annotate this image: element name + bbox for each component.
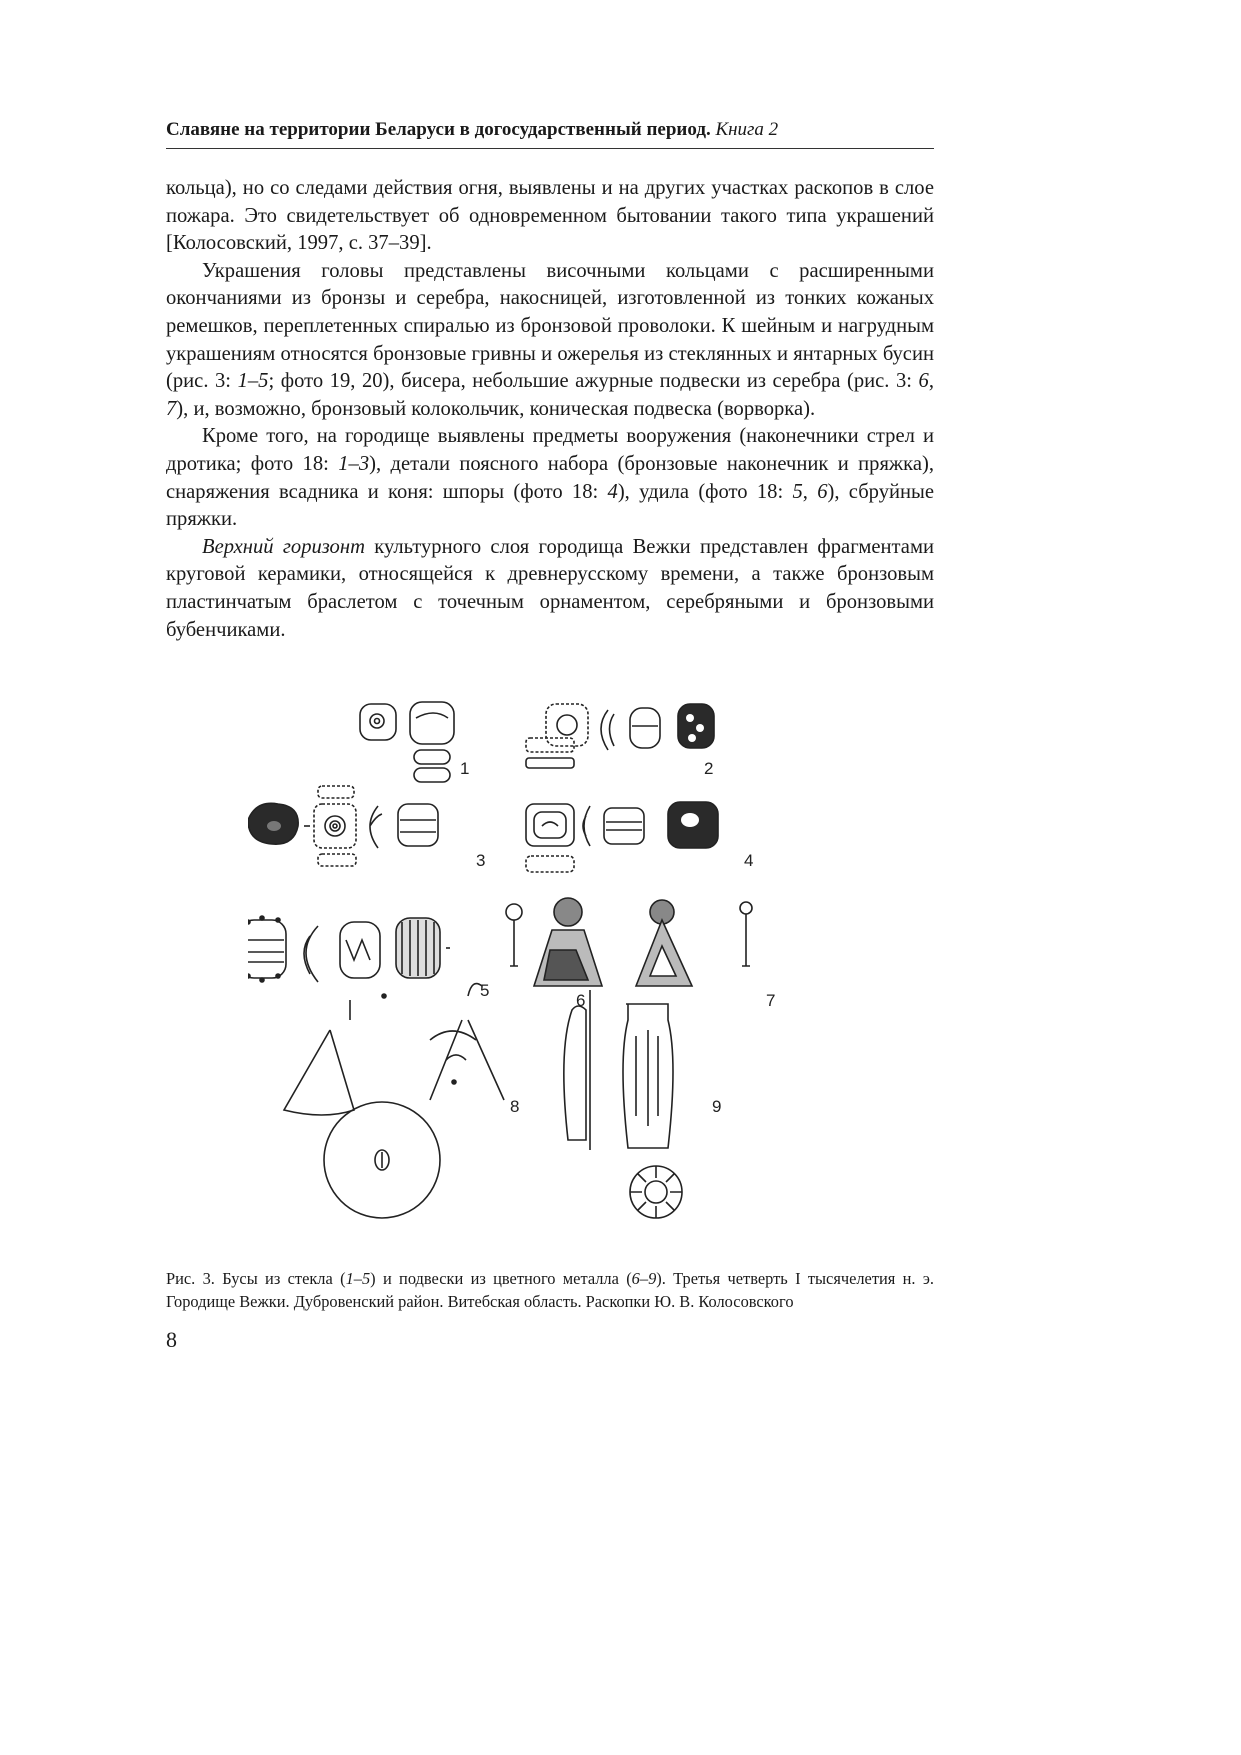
header-book: Книга 2	[715, 119, 779, 140]
figure-caption: Рис. 3. Бусы из стекла (1–5) и подвески из цветного металла (6–9). Третья четверть I тысячелетия н. э. Городище Вежки. Дубровенский район. Витебская область. Раскопки Ю. В. Колосовского	[166, 1269, 934, 1311]
figure-illustration	[248, 690, 868, 1250]
fig-label-8: 8	[510, 1097, 520, 1116]
bead-2-drawing	[546, 704, 714, 750]
paragraph-3: Кроме того, на городище выявлены предметы вооружения (наконечники стрел и дротика; фото 18: 1–3), детали поясного набора (бронзовые наконечник и пряжка), снаряжения всадника и коня: шпоры (фото 18: 4), удила (фото 18: 5, 6), сбруйные пряжки.	[166, 425, 935, 531]
header-rule	[166, 148, 934, 149]
fig-label-2: 2	[704, 759, 714, 778]
fig-label-6: 6	[576, 991, 586, 1010]
fig-label-1: 1	[460, 759, 470, 778]
fig-label-5: 5	[480, 981, 490, 1000]
page-number: 8	[166, 1327, 177, 1352]
bell-8-drawing	[284, 984, 504, 1218]
body-text	[166, 175, 934, 644]
pendant-6-drawing	[506, 898, 602, 986]
paragraph-2: Украшения головы представлены височными кольцами с расширенными окончаниями из бронзы и серебра, накосницей, изготовленной из тонких кожаных ремешков, переплетенных спиралью из бронзовой проволоки. К шейным и нагрудным украшениям относятся бронзовые гривны и ожерелья из стеклянных и янтарных бусин (рис. 3: 1–5; фото 19, 20), бисера, небольшие ажурные подвески из серебра (рис. 3: 6, 7), и, возможно, бронзовый колокольчик, коническая подвеска (ворворка).	[166, 259, 934, 420]
jar-9-drawing	[564, 990, 682, 1218]
paragraph-4: Верхний горизонт культурного слоя городища Вежки представлен фрагментами круговой керамики, относящейся к древнерусскому времени, а также бронзовым пластинчатым браслетом с точечным орнаментом, серебряными и бронзовыми бубенчиками.	[166, 535, 935, 641]
paragraph-1: кольца), но со следами действия огня, выявлены и на других участках раскопов в слое пожара. Это свидетельствует об одновременном бытовании такого типа украшений [Колосовский, 1997, с. 37–39].	[166, 177, 934, 255]
header-title: Славяне на территории Беларуси в догосударственный период.	[166, 119, 711, 140]
fig-label-7: 7	[766, 991, 776, 1010]
bead-3-drawing	[248, 786, 438, 866]
bead-4-drawing	[526, 738, 718, 872]
running-header	[166, 118, 934, 142]
figure-3-drawings	[248, 690, 868, 1250]
bead-5-drawing	[248, 916, 450, 982]
fig-label-9: 9	[712, 1097, 722, 1116]
fig-label-3: 3	[476, 851, 486, 870]
fig-label-4: 4	[744, 851, 754, 870]
bead-1-drawing	[360, 702, 454, 782]
pendant-7-drawing	[636, 900, 752, 986]
